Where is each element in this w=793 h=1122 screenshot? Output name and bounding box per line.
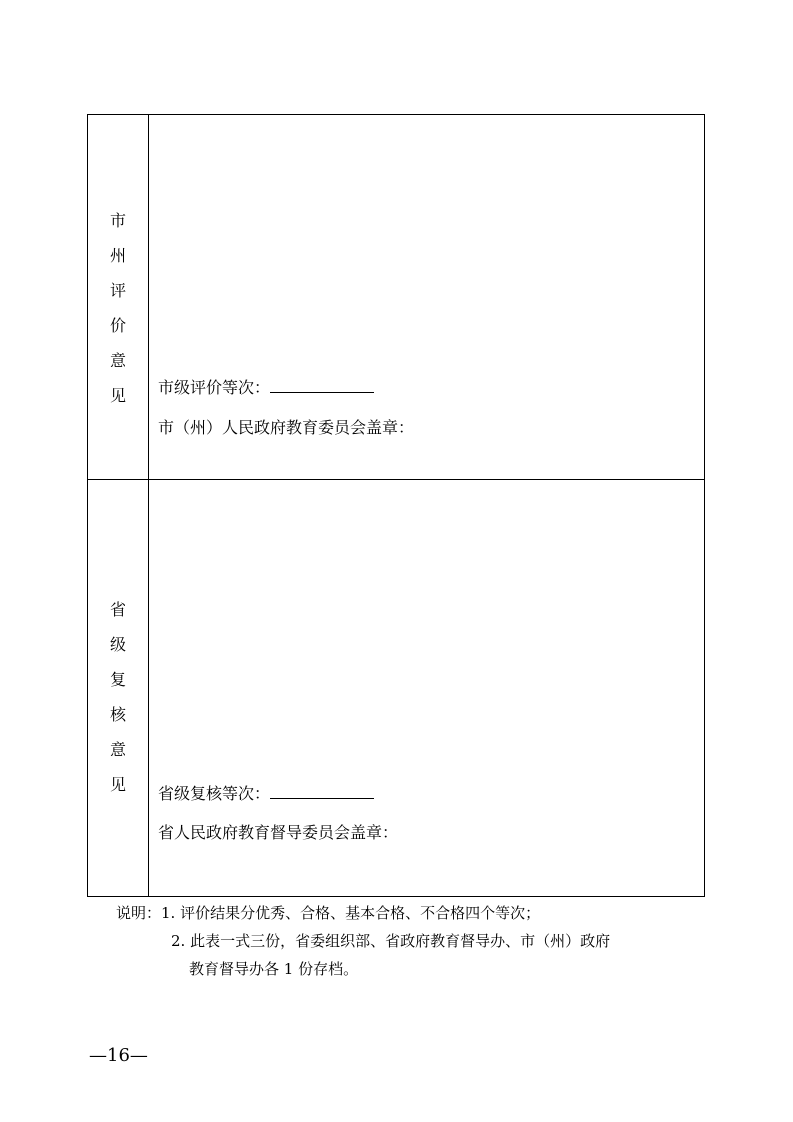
note-line-1 [116, 903, 540, 923]
note-prefix: 说明： [116, 904, 162, 922]
label-char: 意 [109, 740, 126, 759]
province-section-label [88, 592, 148, 802]
city-seal-label: 市（州）人民政府教育委员会盖章： [158, 418, 415, 437]
row-divider [88, 479, 704, 480]
label-char: 见 [109, 775, 126, 794]
column-divider [148, 115, 149, 896]
label-char: 见 [109, 386, 126, 405]
label-char: 价 [109, 316, 126, 335]
label-char: 级 [109, 635, 126, 654]
note-item-2-line-1: 2. 此表一式三份，省委组织部、省政府教育督导办、市（州）政府 [171, 932, 611, 950]
province-grade-label: 省级复核等次： [158, 784, 271, 803]
label-char: 评 [109, 281, 126, 300]
province-grade-line [158, 782, 374, 804]
page-number: —16— [89, 1045, 148, 1066]
label-char: 核 [109, 705, 126, 724]
city-grade-line [158, 376, 374, 398]
note-item-2-line-2: 教育督导办各 1 份存档。 [189, 960, 359, 978]
city-grade-blank[interactable] [270, 376, 374, 393]
note-item-1: 1. 评价结果分优秀、合格、基本合格、不合格四个等次； [161, 904, 541, 922]
label-char: 复 [109, 670, 126, 689]
evaluation-form-table [87, 114, 705, 897]
label-char: 市 [109, 211, 126, 230]
city-section-label [88, 203, 148, 413]
province-grade-blank[interactable] [270, 782, 374, 799]
label-char: 省 [109, 600, 126, 619]
city-grade-label: 市级评价等次： [158, 378, 271, 397]
label-char: 州 [109, 246, 126, 265]
label-char: 意 [109, 351, 126, 370]
province-seal-label: 省人民政府教育督导委员会盖章： [158, 823, 399, 842]
